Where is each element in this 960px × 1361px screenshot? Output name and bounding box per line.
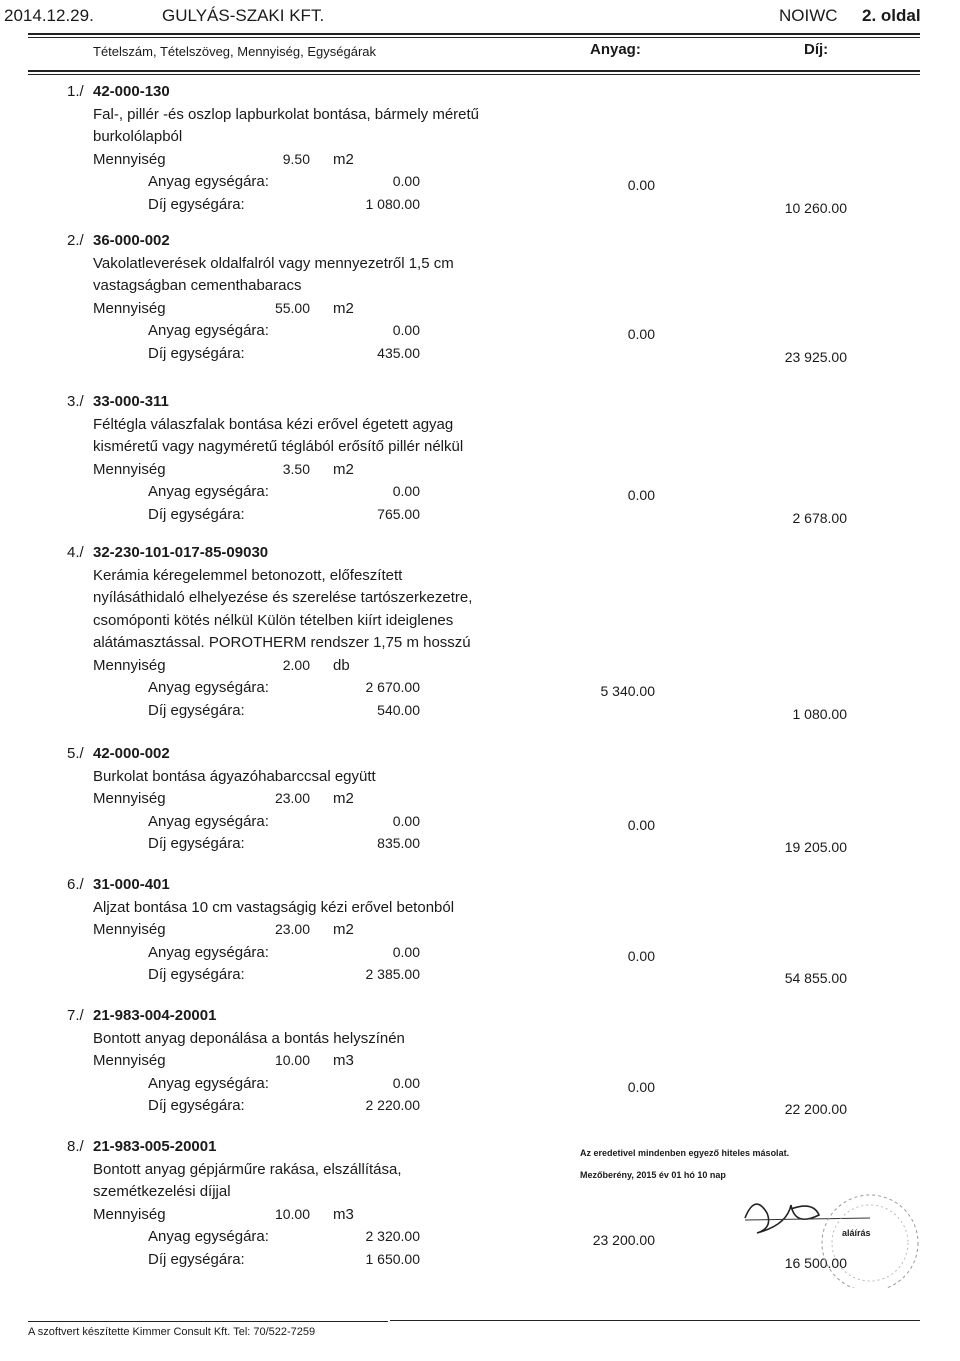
fee-total: 16 500.00	[784, 1254, 847, 1271]
header-rule-top-thin	[28, 37, 920, 38]
item-description-line: Burkolat bontása ágyazóhabarccsal együtt	[93, 767, 376, 785]
item-description-line: Bontott anyag gépjárműre rakása, elszállítása,	[93, 1160, 402, 1178]
quantity-label: Mennyiség	[93, 150, 166, 168]
fee-total: 23 925.00	[784, 348, 847, 365]
item-number: 4./	[67, 544, 84, 561]
quantity-value: 9.50	[282, 150, 310, 167]
quantity-unit: m2	[333, 299, 354, 317]
column-material: Anyag:	[590, 41, 641, 58]
fee-unit-price: 540.00	[377, 701, 420, 718]
fee-unit-label: Díj egységára:	[148, 835, 245, 852]
fee-total: 54 855.00	[784, 970, 847, 986]
material-unit-price: 0.00	[392, 943, 420, 960]
fee-unit-price: 1 650.00	[365, 1250, 420, 1267]
material-total: 0.00	[627, 326, 655, 342]
material-total: 23 200.00	[592, 1232, 655, 1248]
item-description-line: szemétkezelési díjjal	[93, 1183, 231, 1200]
fee-total: 1 080.00	[792, 705, 847, 722]
material-total: 5 340.00	[600, 683, 655, 699]
fee-unit-label: Díj egységára:	[148, 701, 245, 719]
material-total: 0.00	[627, 177, 655, 193]
item-description-line: Féltégla válaszfalak bontása kézi erővel égetett agyag	[93, 415, 454, 433]
footer-rule	[28, 1321, 388, 1322]
material-unit-price: 2 320.00	[365, 1228, 420, 1244]
quantity-unit: m2	[333, 921, 354, 938]
item-number: 5./	[67, 745, 84, 762]
material-unit-label: Anyag egységára:	[148, 943, 269, 961]
quantity-value: 10.00	[274, 1052, 310, 1068]
material-unit-label: Anyag egységára:	[148, 679, 269, 696]
fee-unit-label: Díj egységára:	[148, 505, 245, 523]
quantity-unit: m3	[333, 1052, 354, 1069]
material-total: 0.00	[627, 947, 655, 964]
item-description-line: Kerámia kéregelemmel betonozott, előfeszített	[93, 566, 403, 584]
fee-unit-price: 2 385.00	[365, 966, 420, 982]
fee-unit-price: 2 220.00	[365, 1097, 420, 1113]
item-description-line: Bontott anyag deponálása a bontás helyszínén	[93, 1029, 405, 1047]
material-total: 0.00	[627, 487, 655, 503]
quantity-value: 3.50	[282, 460, 310, 477]
item-description-line: Aljzat bontása 10 cm vastagságig kézi erővel betonból	[93, 898, 455, 916]
fee-total: 2 678.00	[792, 509, 847, 526]
quantity-unit: db	[333, 656, 350, 674]
material-total: 0.00	[627, 1078, 655, 1095]
item-code: 42-000-130	[93, 83, 170, 100]
quantity-value: 23.00	[274, 921, 310, 937]
material-unit-price: 0.00	[392, 322, 420, 338]
item-code: 42-000-002	[93, 745, 170, 762]
fee-unit-label: Díj egységára:	[148, 966, 245, 983]
material-unit-price: 2 670.00	[365, 679, 420, 695]
signature-icon	[580, 1148, 920, 1288]
stamp-certification-text: Az eredetivel mindenben egyező hiteles másolat.	[580, 1148, 790, 1158]
item-description-line: alátámasztással. POROTHERM rendszer 1,75 m hosszú	[93, 634, 471, 651]
quantity-value: 2.00	[282, 656, 310, 673]
item-code: 31-000-401	[93, 876, 170, 893]
item-description-line: kisméretű vagy nagyméretű téglából erősítő pillér nélkül	[93, 438, 464, 455]
material-unit-label: Anyag egységára:	[148, 483, 269, 500]
quantity-label: Mennyiség	[93, 1052, 166, 1069]
material-unit-price: 0.00	[392, 1074, 420, 1091]
item-code: 36-000-002	[93, 232, 170, 249]
quantity-label: Mennyiség	[93, 656, 166, 674]
material-unit-label: Anyag egységára:	[148, 1074, 269, 1092]
header-rule-bottom-thin	[28, 74, 920, 75]
fee-total: 19 205.00	[784, 839, 847, 855]
item-number: 2./	[67, 232, 84, 249]
fee-unit-price: 1 080.00	[365, 195, 420, 212]
item-code: 33-000-311	[93, 393, 169, 410]
fee-unit-label: Díj egységára:	[148, 195, 245, 213]
quantity-unit: m2	[333, 460, 354, 478]
material-unit-label: Anyag egységára:	[148, 173, 269, 190]
item-number: 3./	[67, 393, 84, 410]
header-page: 2. oldal	[862, 6, 921, 25]
fee-total: 22 200.00	[784, 1101, 847, 1117]
quantity-unit: m2	[333, 790, 354, 807]
quantity-value: 23.00	[274, 790, 310, 806]
item-description-line: nyílásáthidaló elhelyezése és szerelése tartószerkezetre,	[93, 589, 473, 606]
certification-stamp	[580, 1148, 920, 1288]
stamp-place-date: Mezőberény, 2015 év 01 hó 10 nap	[580, 1170, 726, 1180]
header-rule-bottom	[28, 70, 920, 72]
column-description: Tételszám, Tételszöveg, Mennyiség, Egységárak	[93, 44, 377, 59]
quantity-label: Mennyiség	[93, 299, 166, 317]
item-number: 6./	[67, 876, 84, 893]
quantity-label: Mennyiség	[93, 790, 166, 807]
stamp-sign-label: aláírás	[842, 1228, 871, 1238]
header-date: 2014.12.29.	[4, 6, 94, 25]
fee-unit-price: 435.00	[377, 344, 420, 361]
fee-unit-label: Díj egységára:	[148, 1250, 245, 1268]
material-unit-label: Anyag egységára:	[148, 322, 269, 339]
item-description-line: Vakolatleverések oldalfalról vagy mennyezetről 1,5 cm	[93, 254, 454, 272]
header-rule-top	[28, 33, 920, 35]
fee-total: 10 260.00	[784, 199, 847, 216]
item-description-line: vastagságban cementhabaracs	[93, 277, 302, 294]
header-code: NOIWC	[779, 6, 838, 25]
material-total: 0.00	[627, 816, 655, 833]
fee-unit-price: 835.00	[377, 835, 420, 851]
quantity-unit: m3	[333, 1205, 354, 1223]
material-unit-label: Anyag egységára:	[148, 812, 269, 830]
fee-unit-label: Díj egységára:	[148, 1097, 245, 1114]
item-code: 21-983-004-20001	[93, 1007, 217, 1024]
quantity-value: 10.00	[274, 1205, 310, 1222]
item-description-line: Fal-, pillér -és oszlop lapburkolat bontása, bármely méretű	[93, 105, 480, 123]
item-number: 8./	[67, 1138, 84, 1155]
item-number: 7./	[67, 1007, 84, 1024]
material-unit-price: 0.00	[392, 483, 420, 499]
footer-credit: A szoftvert készítette Kimmer Consult Kft. Tel: 70/522-7259	[28, 1326, 316, 1338]
quantity-label: Mennyiség	[93, 1205, 166, 1223]
footer-rule-right	[390, 1320, 920, 1321]
item-code: 32-230-101-017-85-09030	[93, 544, 269, 561]
item-description-line: burkolólapból	[93, 128, 183, 145]
fee-unit-label: Díj egységára:	[148, 344, 245, 362]
item-description-line: csomóponti kötés nélkül Külön tételben kiírt ideiglenes	[93, 611, 454, 629]
item-code: 21-983-005-20001	[93, 1138, 217, 1155]
material-unit-price: 0.00	[392, 173, 420, 189]
quantity-value: 55.00	[274, 299, 310, 316]
material-unit-price: 0.00	[392, 812, 420, 829]
column-fee: Díj:	[804, 41, 829, 58]
header-company: GULYÁS-SZAKI KFT.	[162, 6, 325, 25]
material-unit-label: Anyag egységára:	[148, 1228, 269, 1245]
quantity-label: Mennyiség	[93, 460, 166, 478]
quantity-unit: m2	[333, 150, 354, 168]
fee-unit-price: 765.00	[377, 505, 420, 522]
quantity-label: Mennyiség	[93, 921, 166, 938]
item-number: 1./	[67, 83, 84, 100]
